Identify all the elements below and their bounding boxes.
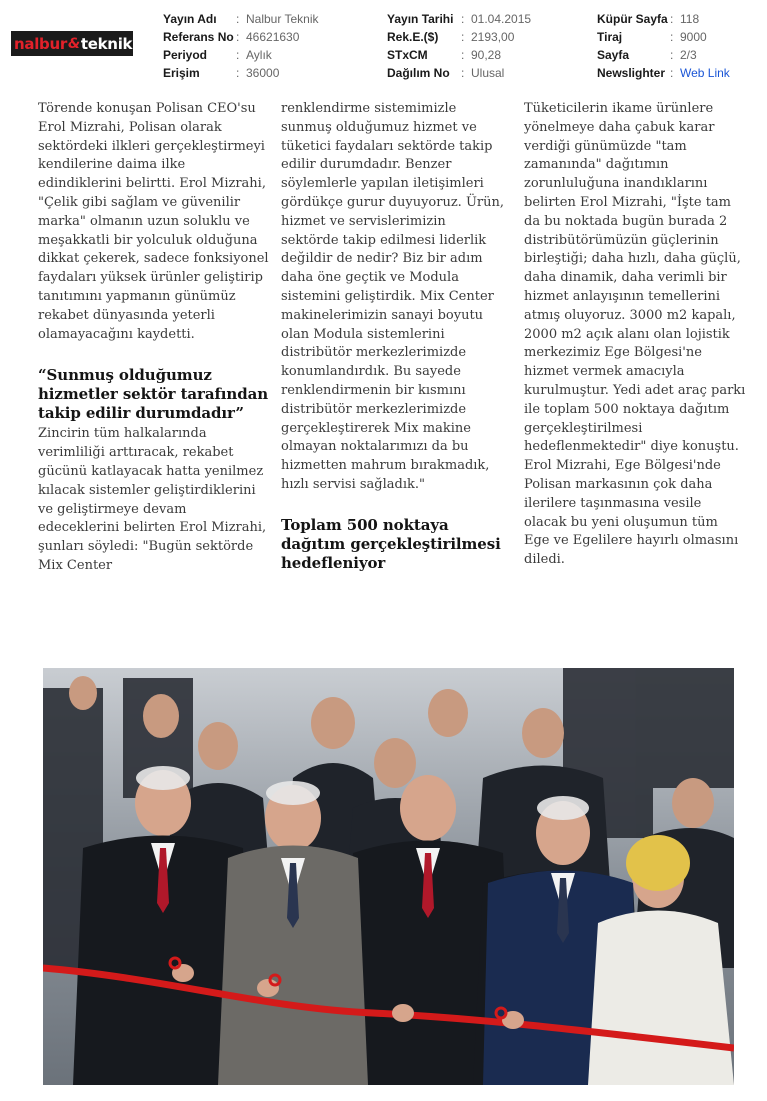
meta-row-distribution bbox=[387, 64, 531, 82]
meta-key: Erişim bbox=[163, 66, 200, 80]
meta-value: Aylık bbox=[246, 48, 272, 62]
meta-key: Yayın Tarihi bbox=[387, 12, 454, 26]
meta-row-publish-date bbox=[387, 10, 531, 28]
photo-illustration bbox=[43, 668, 734, 1085]
meta-key: Sayfa bbox=[597, 48, 630, 62]
meta-row-page bbox=[597, 46, 730, 64]
article-paragraph: Erol Mizrahi, Ege Bölgesi'nde Polisan markasının çok daha ilerilere taşınmasına vesile olacak bu yeni oluşumun tüm Ege ve Egelilere hayırlı olmasını diledi. bbox=[524, 458, 739, 568]
article-paragraph: renklendirme sistemimizle sunmuş olduğumuz hizmet ve tüketici faydaları sektörde takip edilir durumdadır. Benzer söylemlerle yapılan iletişimleri gördükçe gurur duyuyoruz. Ürün, hizmet ve servislerimizin sektörde takip edilmesi liderlik değildir de nedir? Biz bir adım daha öne geçtik ve Modula sistemini geliştirdik. Mix Center makinelerimizin sanayi boyutu olan Modula sistemlerini distribütör merkezlerimizde konumlandırdık. Bu sayede renklendirmenin bir kısmını distribütör merkezlerimizde gerçekleştirerek Mix makine olmayan noktalarımızı da bu hizmetten mahrum bırakmadık, hızlı servisi sağladık." bbox=[281, 101, 504, 492]
article-column-3 bbox=[524, 100, 746, 570]
meta-colon: : bbox=[461, 66, 465, 80]
meta-row-ad-equivalent bbox=[387, 28, 531, 46]
meta-value: 36000 bbox=[246, 66, 280, 80]
meta-value: 2193,00 bbox=[471, 30, 515, 44]
meta-key: Referans No bbox=[163, 30, 234, 44]
article-subheading: Toplam 500 noktaya dağıtım gerçekleştirilmesi hedefleniyor bbox=[281, 515, 501, 572]
article-column-2 bbox=[281, 100, 506, 575]
article-paragraph: Tüketicilerin ikame ürünlere yönelmeye daha çabuk karar verdiği günümüzde "tam zamanında" dağıtımın zorunluluğuna inandıklarını belirten Erol Mizrahi, "İşte tam da bu noktada bugün burada 2 distribütörümüzün güçlerinin birleştiği; daha hızlı, daha güçlü, daha dinamik, daha verimli bir hizmet anlayışının temellerini atmış oluyoruz. 3000 m2 kapalı, 2000 m2 açık alanı olan lojistik merkezimiz Ege Bölgesi'ne hizmet vermek amacıyla kurulmuştur. Yedi adet araç parkı ile toplam 500 noktaya dağıtım gerçekleştirilmesi hedeflenmektedir" diye konuştu. bbox=[524, 101, 746, 455]
meta-colon: : bbox=[461, 30, 465, 44]
meta-colon: : bbox=[670, 30, 674, 44]
meta-row-stxcm bbox=[387, 46, 531, 64]
logo-ampersand: & bbox=[67, 35, 80, 52]
meta-row-period bbox=[163, 46, 318, 64]
meta-value: 46621630 bbox=[246, 30, 300, 44]
ribbon-cutting-photo bbox=[43, 668, 734, 1085]
meta-row-newsletter bbox=[597, 64, 730, 82]
meta-colon: : bbox=[670, 48, 674, 62]
meta-value: 90,28 bbox=[471, 48, 502, 62]
meta-key: Tiraj bbox=[597, 30, 623, 44]
article-paragraph: Törende konuşan Polisan CEO'su Erol Mizrahi, Polisan olarak sektördeki ilkleri gerçekleştirmeyi kendilerine daima ilke edindiklerini belirtti. Erol Mizrahi, "Çelik gibi sağlam ve güvenilir marka" olmanın uzun soluklu ve meşakkatli bir yolculuk olduğuna dikkat çekerek, sadece fonksiyonel faydaları yüksek ürünler geliştirip tanıtımını yapmanın günümüz rekabet dünyasında yeterli olamayacağını kaydetti. bbox=[38, 101, 269, 342]
publication-logo bbox=[11, 31, 133, 56]
meta-colon: : bbox=[461, 48, 465, 62]
meta-key: Rek.E.($) bbox=[387, 30, 439, 44]
meta-key: Periyod bbox=[163, 48, 208, 62]
article-column-1 bbox=[38, 100, 270, 576]
meta-value: 2/3 bbox=[680, 48, 697, 62]
meta-value: Ulusal bbox=[471, 66, 505, 80]
meta-key: Newslighter bbox=[597, 66, 666, 80]
meta-value: 9000 bbox=[680, 30, 707, 44]
web-link[interactable]: Web Link bbox=[680, 66, 730, 80]
meta-row-reference-no bbox=[163, 28, 318, 46]
article-paragraph: Zincirin tüm halkalarında verimliliği arttıracak, rekabet gücünü katlayacak hatta yenilmez kılacak sistemler geliştirdiklerini ve geliştirmeye devam edeceklerini belirten Erol Mizrahi, şunları söyledi: "Bugün sektörde Mix Center bbox=[38, 426, 267, 573]
meta-colon: : bbox=[670, 66, 674, 80]
meta-key: Küpür Sayfa bbox=[597, 12, 668, 26]
meta-row-circulation bbox=[597, 28, 730, 46]
meta-key: STxCM bbox=[387, 48, 428, 62]
meta-key: Yayın Adı bbox=[163, 12, 217, 26]
meta-colon: : bbox=[236, 12, 240, 26]
meta-block-left bbox=[163, 10, 318, 82]
article-subheading: “Sunmuş olduğumuz hizmetler sektör tarafından takip edilir durumdadır” bbox=[38, 366, 269, 423]
meta-colon: : bbox=[236, 66, 240, 80]
meta-colon: : bbox=[461, 12, 465, 26]
meta-key: Dağılım No bbox=[387, 66, 450, 80]
meta-block-right bbox=[597, 10, 730, 82]
meta-value: Nalbur Teknik bbox=[246, 12, 319, 26]
meta-colon: : bbox=[236, 30, 240, 44]
meta-block-middle bbox=[387, 10, 531, 82]
meta-value: 01.04.2015 bbox=[471, 12, 532, 26]
logo-word-teknik: teknik bbox=[80, 34, 133, 53]
meta-colon: : bbox=[670, 12, 674, 26]
meta-row-publication-name bbox=[163, 10, 318, 28]
meta-row-reach bbox=[163, 64, 318, 82]
meta-value: 118 bbox=[680, 12, 700, 26]
meta-row-clip-page bbox=[597, 10, 730, 28]
logo-word-nalbur: nalbur bbox=[14, 34, 67, 53]
meta-colon: : bbox=[236, 48, 240, 62]
